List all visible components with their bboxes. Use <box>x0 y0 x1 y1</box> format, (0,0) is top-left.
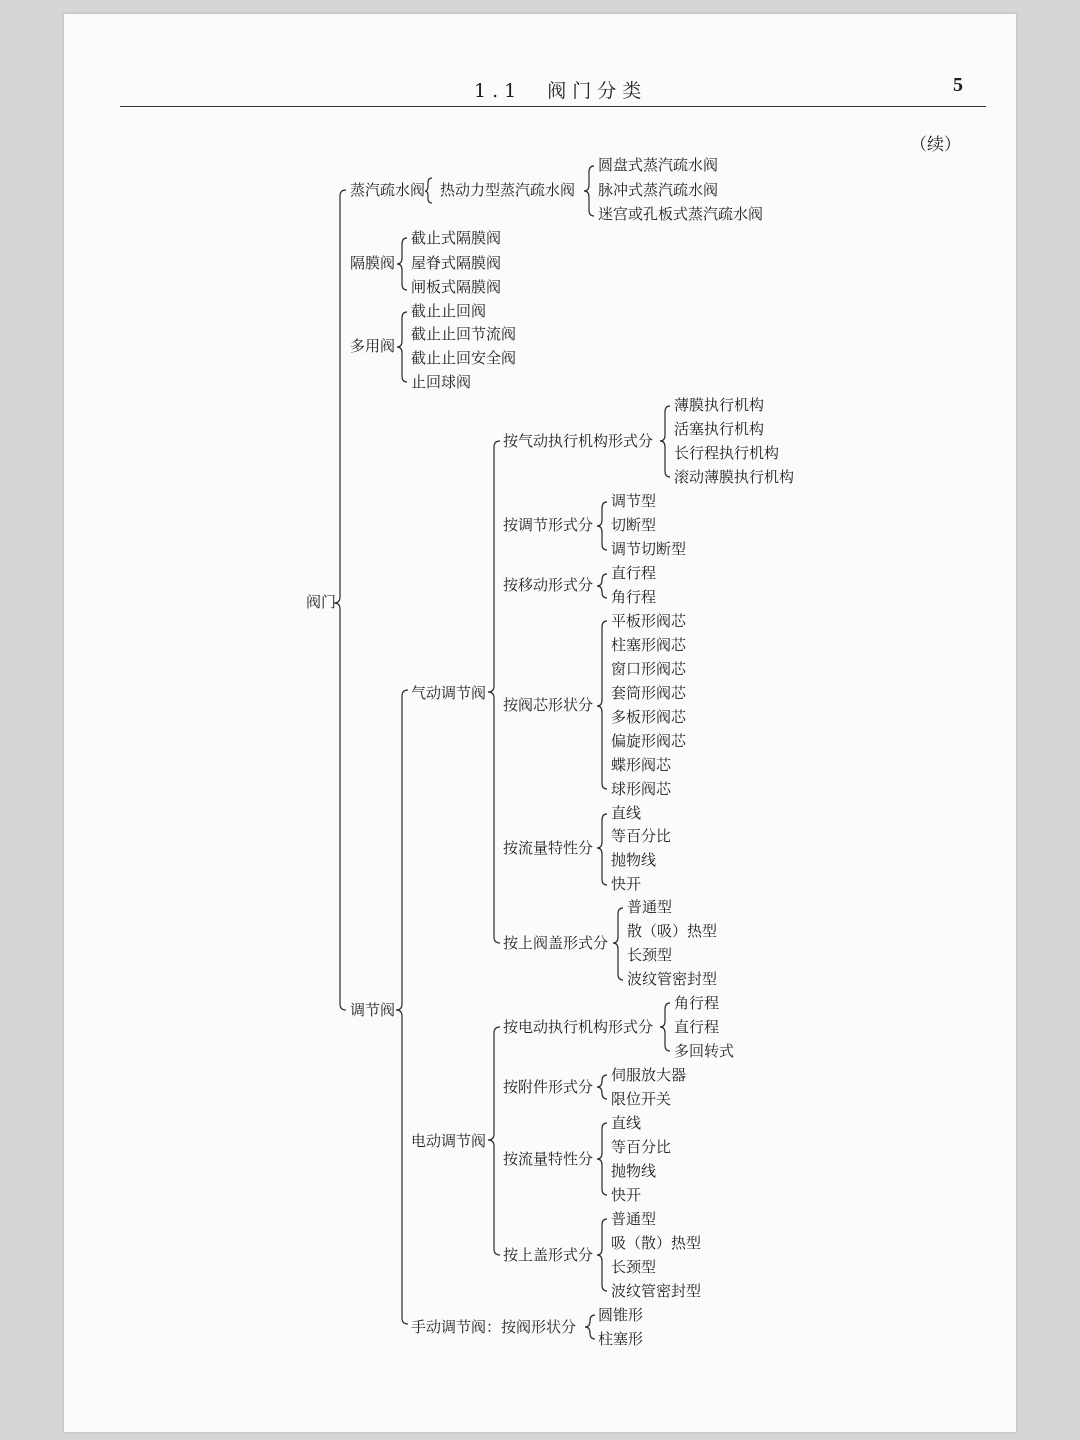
list-item: 角行程 <box>611 588 657 606</box>
list-item: 止回球阀 <box>411 373 472 391</box>
thermodynamic-brace <box>584 166 594 216</box>
manual-brace <box>585 1315 595 1339</box>
list-item: 套筒形阀芯 <box>611 684 687 702</box>
pneu-regulating-label: 按调节形式分 <box>503 516 594 534</box>
elec-bonnet-brace <box>597 1219 607 1291</box>
list-item: 截止止回阀 <box>411 302 487 320</box>
steam-trap-label: 蒸汽疏水阀 <box>350 181 426 199</box>
list-item: 长颈型 <box>627 946 673 964</box>
list-item: 球形阀芯 <box>611 780 672 798</box>
list-item: 伺服放大器 <box>611 1066 687 1084</box>
pneu-actuator-brace <box>660 406 670 477</box>
list-item: 抛物线 <box>611 851 657 869</box>
pneu-flow-brace <box>597 814 607 885</box>
list-item: 圆盘式蒸汽疏水阀 <box>598 156 719 174</box>
running-header-title: 1.1 阀门分类 <box>474 80 648 102</box>
list-item: 窗口形阀芯 <box>611 660 687 678</box>
list-item: 限位开关 <box>611 1090 672 1108</box>
manual-label: 手动调节阀：按阀形状分 <box>411 1318 577 1336</box>
steam-trap-brace <box>425 178 432 203</box>
list-item: 等百分比 <box>611 1138 672 1156</box>
list-item: 偏旋形阀芯 <box>611 732 687 750</box>
list-item: 直线 <box>611 804 642 822</box>
pneu-actuator-label: 按气动执行机构形式分 <box>503 432 654 450</box>
pneu-movement-label: 按移动形式分 <box>503 576 594 594</box>
list-item: 柱塞形阀芯 <box>611 636 687 654</box>
diaphragm-label: 隔膜阀 <box>350 254 396 272</box>
elec-bonnet-label: 按上盖形式分 <box>503 1246 594 1264</box>
list-item: 普通型 <box>627 898 673 916</box>
pneu-bonnet-label: 按上阀盖形式分 <box>503 934 609 952</box>
list-item: 切断型 <box>611 516 657 534</box>
list-item: 滚动薄膜执行机构 <box>674 468 795 486</box>
list-item: 角行程 <box>674 994 720 1012</box>
pneu-bonnet-brace <box>613 908 623 980</box>
list-item: 多回转式 <box>674 1042 735 1060</box>
elec-accessory-label: 按附件形式分 <box>503 1078 594 1096</box>
pneu-regulating-brace <box>597 502 607 550</box>
root-label: 阀门 <box>306 593 337 611</box>
list-item: 截止止回节流阀 <box>411 325 517 343</box>
list-item: 调节切断型 <box>611 540 687 558</box>
list-item: 快开 <box>611 1186 642 1204</box>
list-item: 活塞执行机构 <box>674 420 765 438</box>
continued-label: （续） <box>910 135 961 155</box>
elec-flow-label: 按流量特性分 <box>503 1150 594 1168</box>
pneumatic-brace <box>488 441 500 943</box>
list-item: 直线 <box>611 1114 642 1132</box>
pneu-core-brace <box>597 621 607 789</box>
electric-label: 电动调节阀 <box>411 1132 487 1150</box>
control-label: 调节阀 <box>350 1001 396 1019</box>
list-item: 直行程 <box>674 1018 720 1036</box>
list-item: 长行程执行机构 <box>674 444 780 462</box>
pneumatic-label: 气动调节阀 <box>411 684 487 702</box>
list-item: 长颈型 <box>611 1258 657 1276</box>
list-item: 脉冲式蒸汽疏水阀 <box>598 181 719 199</box>
list-item: 截止式隔膜阀 <box>411 229 502 247</box>
control-brace <box>396 690 408 1324</box>
list-item: 圆锥形 <box>598 1306 644 1324</box>
list-item: 迷宫或孔板式蒸汽疏水阀 <box>598 205 764 223</box>
elec-actuator-brace <box>660 1003 670 1051</box>
multi-brace <box>397 312 407 382</box>
multi-label: 多用阀 <box>350 337 396 355</box>
list-item: 调节型 <box>611 492 657 510</box>
elec-flow-brace <box>597 1123 607 1195</box>
pneu-movement-brace <box>597 574 607 598</box>
pneu-core-label: 按阀芯形状分 <box>503 696 594 714</box>
electric-brace <box>488 1027 500 1255</box>
list-item: 普通型 <box>611 1210 657 1228</box>
list-item: 闸板式隔膜阀 <box>411 278 502 296</box>
list-item: 波纹管密封型 <box>611 1282 702 1300</box>
list-item: 平板形阀芯 <box>611 612 687 630</box>
list-item: 波纹管密封型 <box>627 970 718 988</box>
page-number: 5 <box>953 74 963 96</box>
list-item: 吸（散）热型 <box>611 1234 702 1252</box>
diaphragm-brace <box>397 238 407 290</box>
elec-accessory-brace <box>597 1075 607 1099</box>
list-item: 快开 <box>611 875 642 893</box>
list-item: 蝶形阀芯 <box>611 756 672 774</box>
list-item: 薄膜执行机构 <box>674 396 765 414</box>
thermodynamic-label: 热动力型蒸汽疏水阀 <box>440 181 576 199</box>
list-item: 抛物线 <box>611 1162 657 1180</box>
list-item: 等百分比 <box>611 827 672 845</box>
list-item: 多板形阀芯 <box>611 708 687 726</box>
elec-actuator-label: 按电动执行机构形式分 <box>503 1018 654 1036</box>
pneu-flow-label: 按流量特性分 <box>503 839 594 857</box>
list-item: 散（吸）热型 <box>627 922 718 940</box>
list-item: 截止止回安全阀 <box>411 349 517 367</box>
list-item: 直行程 <box>611 564 657 582</box>
list-item: 屋脊式隔膜阀 <box>411 254 502 272</box>
list-item: 柱塞形 <box>598 1330 644 1348</box>
